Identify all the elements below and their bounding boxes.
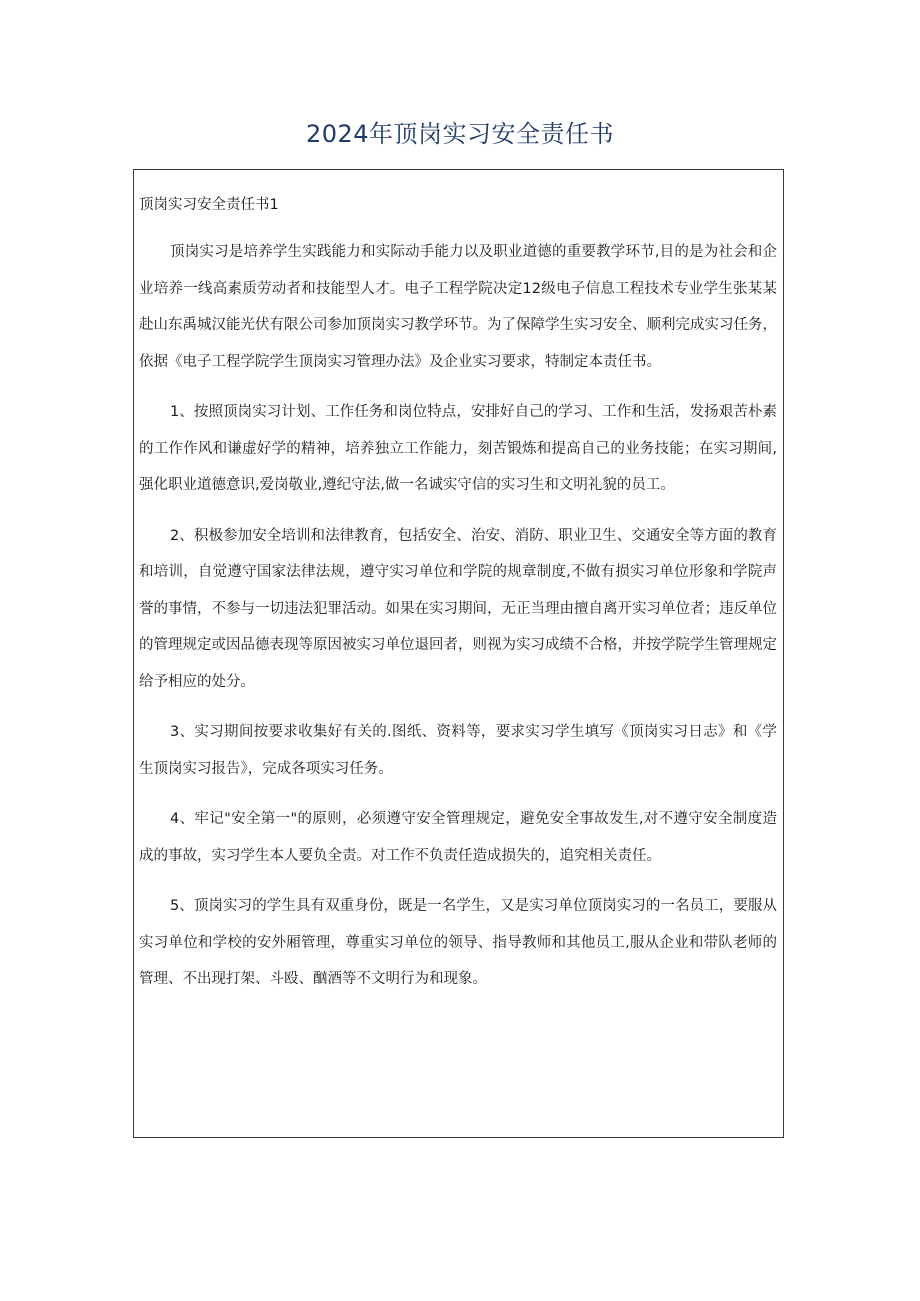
paragraph-item-4: 4、牢记"安全第一"的原则，必须遵守安全管理规定，避免安全事故发生,对不遵守安全制度造成的事故，实习学生本人要负全责。对工作不负责任造成损失的，追究相关责任。 bbox=[139, 811, 777, 864]
content-frame bbox=[133, 169, 784, 1138]
paragraph-item-3: 3、实习期间按要求收集好有关的.图纸、资料等，要求实习学生填写《顶岗实习日志》和《学生顶岗实习报告》，完成各项实习任务。 bbox=[139, 724, 777, 777]
section-heading: 顶岗实习安全责任书1 bbox=[139, 197, 279, 213]
document-title: 2024年顶岗实习安全责任书 bbox=[305, 120, 615, 148]
paragraph-item-1: 1、按照顶岗实习计划、工作任务和岗位特点，安排好自己的学习、工作和生活，发扬艰苦朴素的工作作风和谦虚好学的精神，培养独立工作能力，刻苦锻炼和提高自己的业务技能；在实习期间,强化职业道德意识,爱岗敬业,遵纪守法,做一名诚实守信的实习生和文明礼貌的员工。 bbox=[139, 404, 777, 493]
paragraph-item-2: 2、积极参加安全培训和法律教育，包括安全、治安、消防、职业卫生、交通安全等方面的教育和培训，自觉遵守国家法律法规，遵守实习单位和学院的规章制度,不做有损实习单位形象和学院声誉的事情，不参与一切违法犯罪活动。如果在实习期间，无正当理由擅自离开实习单位者；违反单位的管理规定或因品德表现等原因被实习单位退回者，则视为实习成绩不合格，并按学院学生管理规定给予相应的处分。 bbox=[139, 527, 777, 690]
paragraph-item-5: 5、顶岗实习的学生具有双重身份，既是一名学生，又是实习单位顶岗实习的一名员工，要服从实习单位和学校的安外厢管理，尊重实习单位的领导、指导教师和其他员工,服从企业和带队老师的管理、不出现打架、斗殴、酗酒等不文明行为和现象。 bbox=[139, 898, 777, 987]
paragraph-intro: 顶岗实习是培养学生实践能力和实际动手能力以及职业道德的重要教学环节,目的是为社会和企业培养一线高素质劳动者和技能型人才。电子工程学院决定12级电子信息工程技术专业学生张某某赴山东禹城汉能光伏有限公司参加顶岗实习教学环节。为了保障学生实习安全、顺利完成实习任务，依据《电子工程学院学生顶岗实习管理办法》及企业实习要求，特制定本责任书。 bbox=[139, 244, 777, 370]
